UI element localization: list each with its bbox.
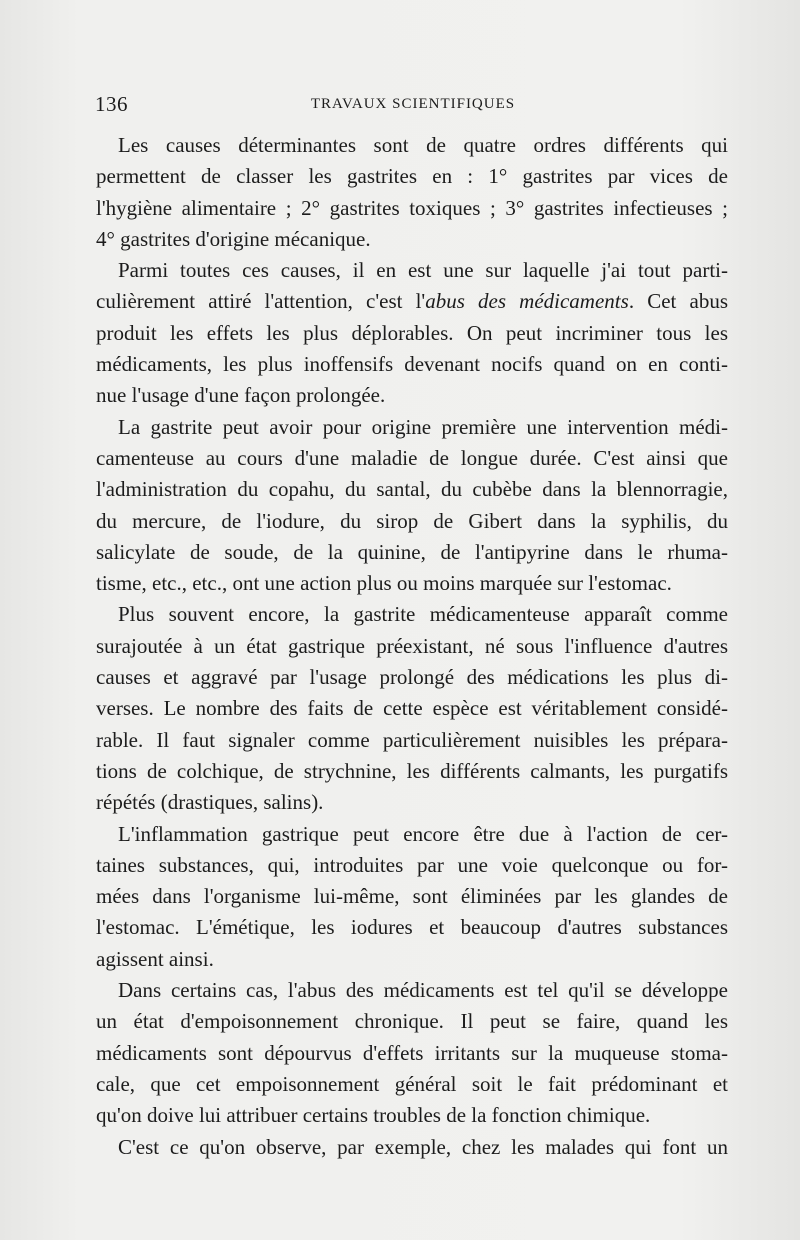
text-line: produit les effets les plus déplorables. On peut incriminer tous les: [96, 320, 728, 345]
text-line: tions de colchique, de strychnine, les différents calmants, les purgatifs: [96, 758, 728, 783]
text-line: l'hygiène alimentaire ; 2° gastrites toxiques ; 3° gastrites infectieuses ;: [96, 195, 728, 220]
body-text: [96, 130, 728, 1163]
text-line: taines substances, qui, introduites par une voie quelconque ou for-: [96, 852, 728, 877]
text-line: répétés (drastiques, salins).: [96, 790, 324, 815]
running-title: TRAVAUX SCIENTIFIQUES: [310, 96, 516, 112]
text-segment: . Cet abus: [628, 289, 728, 314]
text-line: causes et aggravé par l'usage prolongé des médications les plus di-: [96, 665, 728, 690]
text-line: C'est ce qu'on observe, par exemple, chez les malades qui font un: [118, 1134, 728, 1159]
text-line: surajoutée à un état gastrique préexistant, né sous l'influence d'autres: [96, 633, 728, 658]
text-line: mées dans l'organisme lui-même, sont éliminées par les glandes de: [96, 884, 728, 909]
text-line: permettent de classer les gastrites en : 1° gastrites par vices de: [96, 164, 728, 189]
text-line: Parmi toutes ces causes, il en est une sur laquelle j'ai tout parti-: [118, 258, 728, 283]
text-line: La gastrite peut avoir pour origine première une intervention médi-: [118, 414, 728, 439]
text-line: Les causes déterminantes sont de quatre ordres différents qui: [118, 133, 728, 157]
page-header: [95, 92, 731, 122]
text-segment: culièrement attiré l'attention, c'est l': [96, 289, 426, 314]
text-line: médicaments sont dépourvus d'effets irritants sur la muqueuse stoma-: [96, 1040, 728, 1065]
text-line: Dans certains cas, l'abus des médicaments est tel qu'il se développe: [118, 978, 728, 1003]
text-line: 4° gastrites d'origine mécanique.: [96, 226, 371, 251]
text-line: Plus souvent encore, la gastrite médicamenteuse apparaît comme: [118, 602, 728, 627]
text-line: médicaments, les plus inoffensifs devenant nocifs quand on en conti-: [96, 352, 728, 377]
text-line: [96, 286, 728, 317]
text-line: un état d'empoisonnement chronique. Il peut se faire, quand les: [96, 1009, 728, 1034]
page-number: 136: [95, 92, 128, 116]
text-line: nue l'usage d'une façon prolongée.: [96, 383, 386, 408]
text-line: verses. Le nombre des faits de cette espèce est véritablement considé-: [96, 696, 728, 721]
text-line: qu'on doive lui attribuer certains troubles de la fonction chimique.: [96, 1103, 651, 1128]
italic-phrase: abus des médicaments: [425, 289, 629, 314]
text-line: rable. Il faut signaler comme particulièrement nuisibles les prépara-: [96, 727, 728, 752]
text-line: l'administration du copahu, du santal, du cubèbe dans la blennorragie,: [96, 477, 728, 502]
text-line: salicylate de soude, de la quinine, de l'antipyrine dans le rhuma-: [96, 539, 728, 564]
text-line: tisme, etc., etc., ont une action plus ou moins marquée sur l'estomac.: [96, 571, 672, 596]
text-line: l'estomac. L'émétique, les iodures et beaucoup d'autres substances: [96, 915, 728, 940]
text-line: cale, que cet empoisonnement général soit le fait prédominant et: [96, 1071, 728, 1096]
text-line: L'inflammation gastrique peut encore être due à l'action de cer-: [118, 821, 728, 846]
text-line: du mercure, de l'iodure, du sirop de Gibert dans la syphilis, du: [96, 508, 728, 533]
text-line: agissent ainsi.: [96, 946, 214, 971]
text-line: camenteuse au cours d'une maladie de longue durée. C'est ainsi que: [96, 445, 728, 470]
